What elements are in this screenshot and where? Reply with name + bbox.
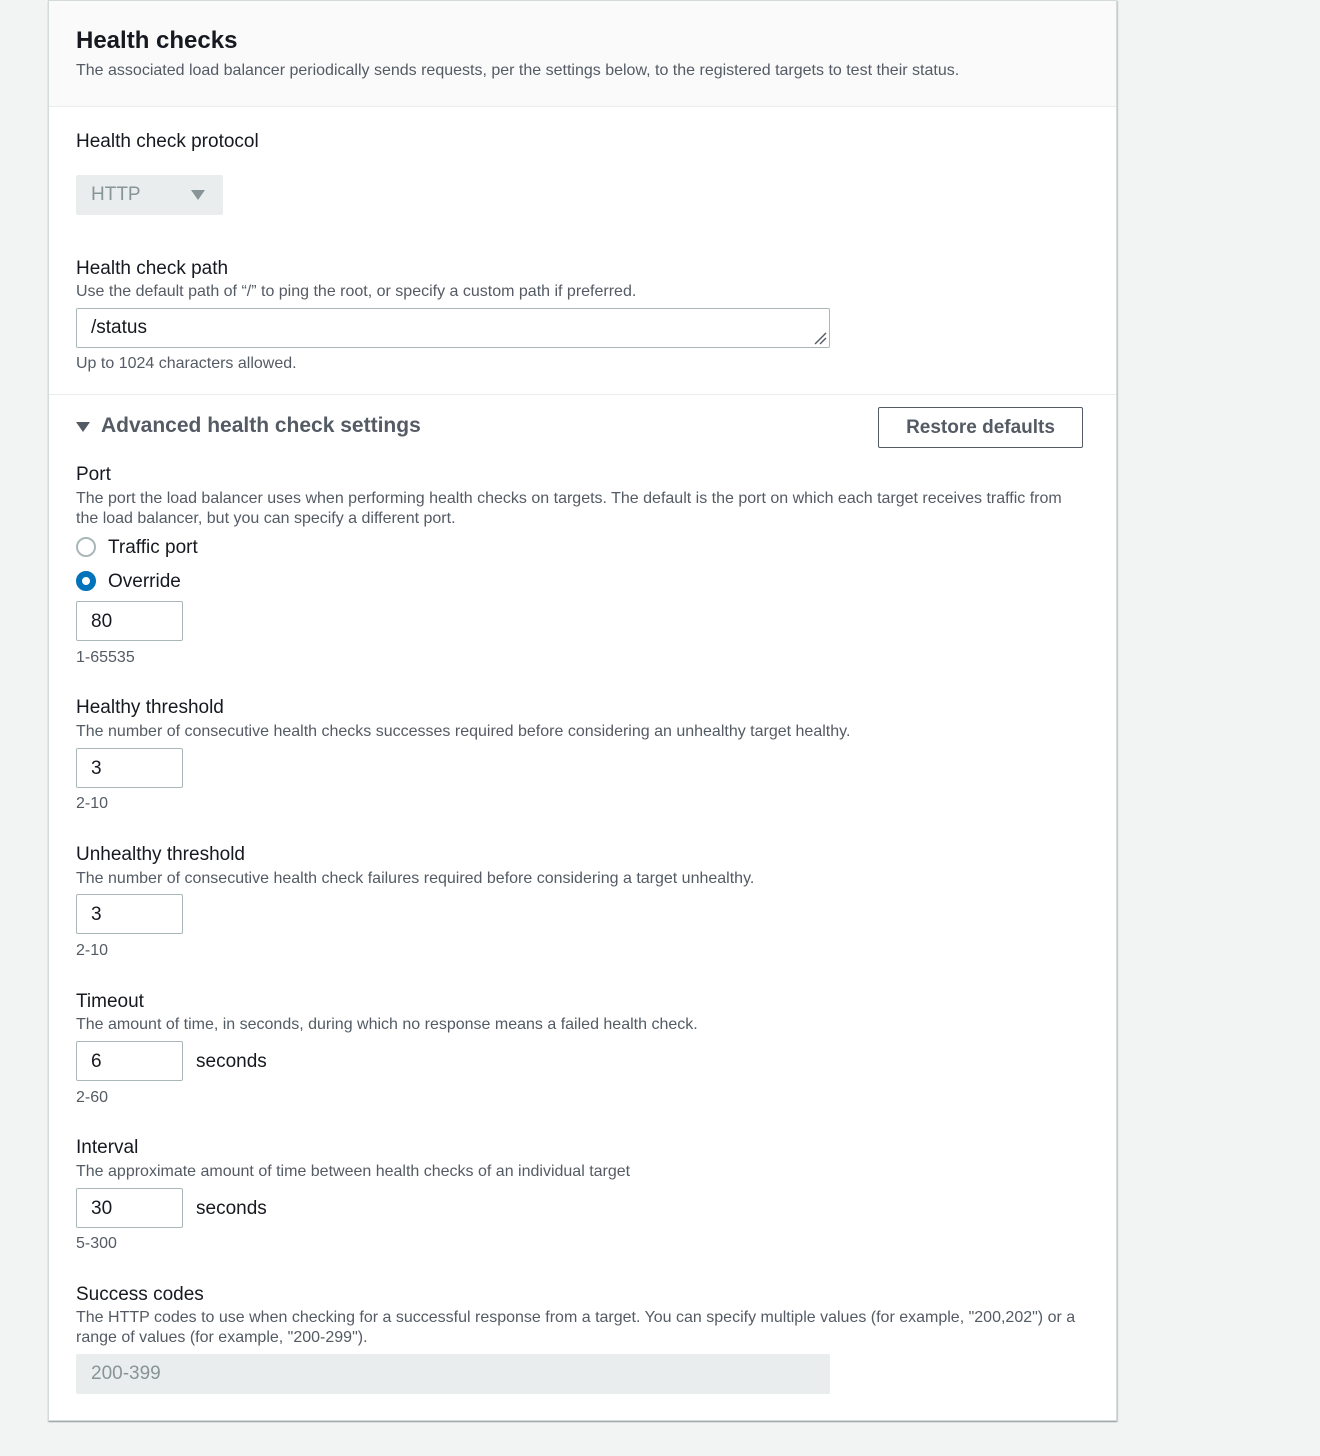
port-constraint: 1-65535 <box>76 649 135 666</box>
interval-label: Interval <box>76 1137 139 1158</box>
path-textarea[interactable] <box>76 308 830 348</box>
unhealthy-threshold-input[interactable] <box>76 894 183 934</box>
interval-value: 30 <box>91 1198 113 1219</box>
unhealthy-threshold-label: Unhealthy threshold <box>76 844 245 865</box>
timeout-description: The amount of time, in seconds, during which no response means a failed health check. <box>76 1016 698 1033</box>
success-codes-input[interactable] <box>76 1354 830 1394</box>
protocol-label: Health check protocol <box>76 131 259 152</box>
success-codes-description: The HTTP codes to use when checking for a successful response from a target. You can specify multiple values (for example, "200,202") or a range of values (for example, "200-299"). <box>76 1309 1076 1346</box>
unhealthy-threshold-description: The number of consecutive health check failures required before considering a target unhealthy. <box>76 870 755 887</box>
timeout-constraint: 2-60 <box>76 1089 109 1106</box>
caret-down-icon <box>76 422 90 432</box>
port-input[interactable] <box>76 601 183 641</box>
unhealthy-threshold-constraint: 2-10 <box>76 942 109 959</box>
override-label[interactable]: Override <box>108 571 181 592</box>
path-label: Health check path <box>76 258 229 279</box>
success-codes-value: 200-399 <box>91 1363 161 1384</box>
healthy-threshold-constraint: 2-10 <box>76 795 109 812</box>
timeout-input[interactable] <box>76 1041 183 1081</box>
restore-defaults-button[interactable]: Restore defaults <box>878 407 1083 448</box>
panel-title: Health checks <box>76 27 238 54</box>
healthy-threshold-label: Healthy threshold <box>76 697 224 718</box>
port-description: The port the load balancer uses when performing health checks on targets. The default is the port on which each target receives traffic from the load balancer, but you can specify a different port. <box>76 490 1062 527</box>
caret-down-icon <box>191 190 205 200</box>
port-label: Port <box>76 464 111 485</box>
path-constraint: Up to 1024 characters allowed. <box>76 355 297 372</box>
interval-description: The approximate amount of time between health checks of an individual target <box>76 1163 631 1180</box>
traffic-port-radio[interactable] <box>76 537 96 557</box>
healthy-threshold-value: 3 <box>91 758 102 779</box>
port-value: 80 <box>91 611 113 632</box>
section-divider <box>49 394 1116 395</box>
advanced-settings-label: Advanced health check settings <box>101 414 421 437</box>
panel-header <box>49 1 1116 107</box>
resize-grip-icon[interactable] <box>813 331 827 345</box>
healthy-threshold-input[interactable] <box>76 748 183 788</box>
success-codes-label: Success codes <box>76 1284 204 1305</box>
override-radio[interactable] <box>76 571 96 591</box>
timeout-unit: seconds <box>196 1051 267 1072</box>
protocol-select[interactable] <box>76 175 223 215</box>
interval-constraint: 5-300 <box>76 1235 117 1252</box>
path-description: Use the default path of “/” to ping the root, or specify a custom path if preferred. <box>76 283 637 300</box>
healthy-threshold-description: The number of consecutive health checks successes required before considering an unhealthy target healthy. <box>76 723 851 740</box>
panel-description: The associated load balancer periodically sends requests, per the settings below, to the registered targets to test their status. <box>76 62 960 79</box>
timeout-value: 6 <box>91 1051 102 1072</box>
timeout-label: Timeout <box>76 991 144 1012</box>
interval-input[interactable] <box>76 1188 183 1228</box>
path-value: /status <box>91 317 147 338</box>
health-checks-panel <box>48 0 1117 1421</box>
interval-unit: seconds <box>196 1198 267 1219</box>
protocol-select-value: HTTP <box>91 184 141 205</box>
traffic-port-label[interactable]: Traffic port <box>108 537 198 558</box>
unhealthy-threshold-value: 3 <box>91 904 102 925</box>
